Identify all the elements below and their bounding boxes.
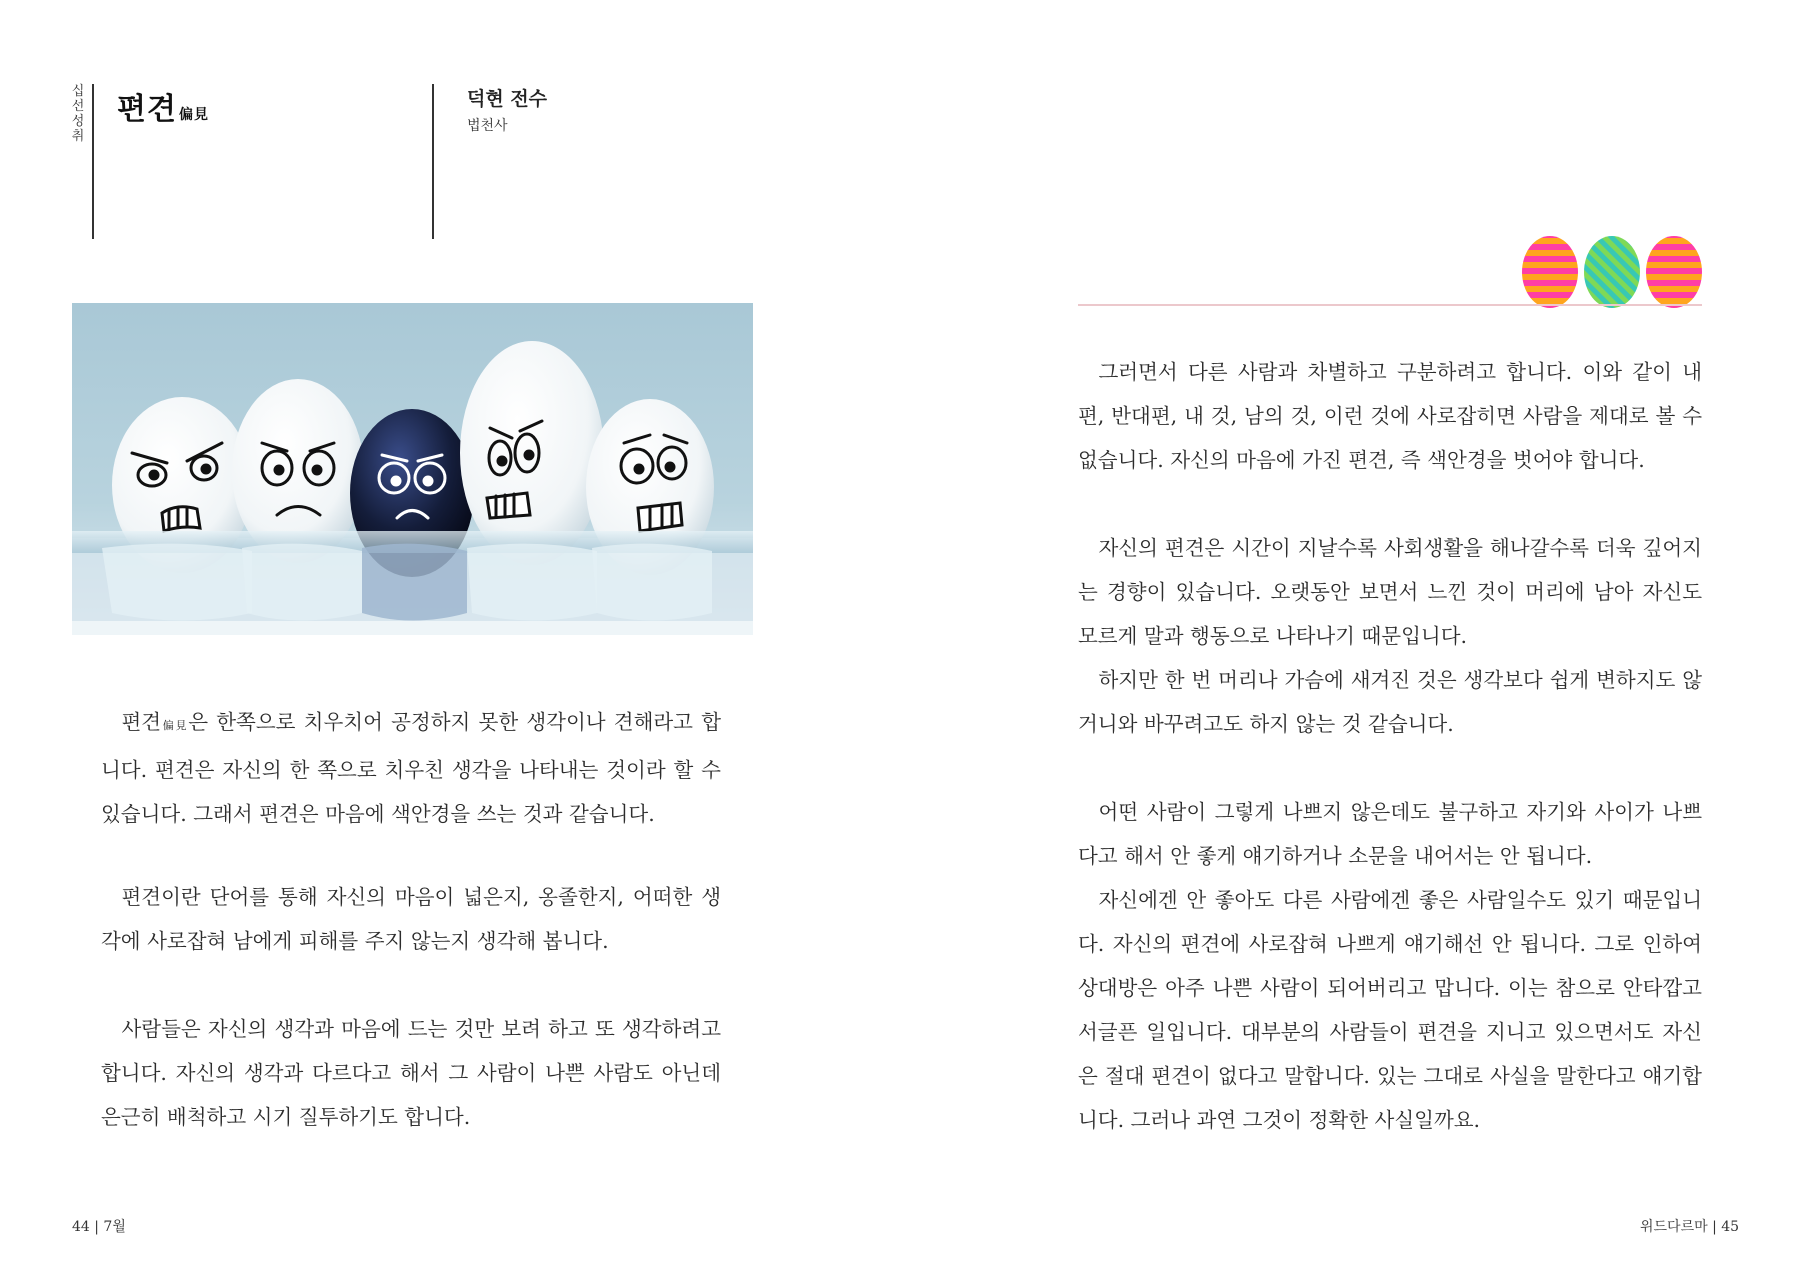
paragraph-1-lead: 편견 xyxy=(121,710,162,734)
paragraph-3: 사람들은 자신의 생각과 마음에 드는 것만 보려 하고 또 생각하려고 합니다. 자신의 생각과 다르다고 해서 그 사람이 나쁜 사람도 아닌데 은근히 배척하고 시기 질투하기도 합니다. xyxy=(101,1017,721,1129)
paragraph-7: 어떤 사람이 그렇게 나쁘지 않은데도 불구하고 자기와 사이가 나쁘다고 해서 안 좋게 얘기하거나 소문을 내어서는 안 됩니다. xyxy=(1078,800,1702,868)
temple-name: 법천사 xyxy=(467,118,508,134)
title-hanja: 偏見 xyxy=(178,107,209,123)
paragraph-2: 편견이란 단어를 통해 자신의 마음이 넓은지, 옹졸한지, 어떠한 생각에 사로잡혀 남에게 피해를 주지 않는지 생각해 봅니다. xyxy=(101,885,721,953)
header-divider-right xyxy=(432,84,434,239)
series-label: 십선성취 xyxy=(71,84,85,144)
paragraph-1 xyxy=(101,700,721,836)
author-name: 덕현 전수 xyxy=(467,88,548,110)
decorative-rule xyxy=(1078,304,1702,306)
paragraph-6: 하지만 한 번 머리나 가슴에 새겨진 것은 생각보다 쉽게 변하지도 않거니와 바꾸려고도 하지 않는 것 같습니다. xyxy=(1078,668,1702,736)
striped-eggs-decoration xyxy=(1518,232,1708,312)
paragraph-5: 자신의 편견은 시간이 지날수록 사회생활을 해나갈수록 더욱 깊어지는 경향이 있습니다. 오랫동안 보면서 느낀 것이 머리에 남아 자신도 모르게 말과 행동으로 나타나기 때문입니다. xyxy=(1078,536,1702,648)
paragraph-1-text: 은 한쪽으로 치우치어 공정하지 못한 생각이나 견해라고 합니다. 편견은 자신의 한 쪽으로 치우친 생각을 나타내는 것이라 할 수 있습니다. 그래서 편견은 마음에 색안경을 쓰는 것과 같습니다. xyxy=(101,710,722,826)
paragraph-1-lead-hanja: 偏見 xyxy=(161,719,189,732)
title-text: 편견 xyxy=(117,92,177,127)
paragraph-8: 자신에겐 안 좋아도 다른 사람에겐 좋은 사람일수도 있기 때문입니다. 자신의 편견에 사로잡혀 나쁘게 얘기해선 안 됩니다. 그로 인하여 상대방은 아주 나쁜 사람이 되어버리고 맙니다. 이는 참으로 안타깝고 서글픈 일입니다. 대부분의 사람들이 편견을 지니고 있으면서도 자신은 절대 편견이 없다고 말합니다. 있는 그대로 사실을 말한다고 얘기합니다. 그러나 과연 그것이 정확한 사실일까요. xyxy=(1078,888,1702,1132)
paragraph-4: 그러면서 다른 사람과 차별하고 구분하려고 합니다. 이와 같이 내 편, 반대편, 내 것, 남의 것, 이런 것에 사로잡히면 사람을 제대로 볼 수 없습니다. 자신의 마음에 가진 편견, 즉 색안경을 벗어야 합니다. xyxy=(1078,360,1702,472)
article-title xyxy=(117,84,209,128)
page-number-left: 44 | 7월 xyxy=(72,1219,126,1235)
page-number-right: 위드다르마 | 45 xyxy=(1640,1219,1740,1235)
eggs-photo xyxy=(72,303,753,635)
right-page xyxy=(898,0,1796,1270)
header-divider-left xyxy=(92,84,94,239)
